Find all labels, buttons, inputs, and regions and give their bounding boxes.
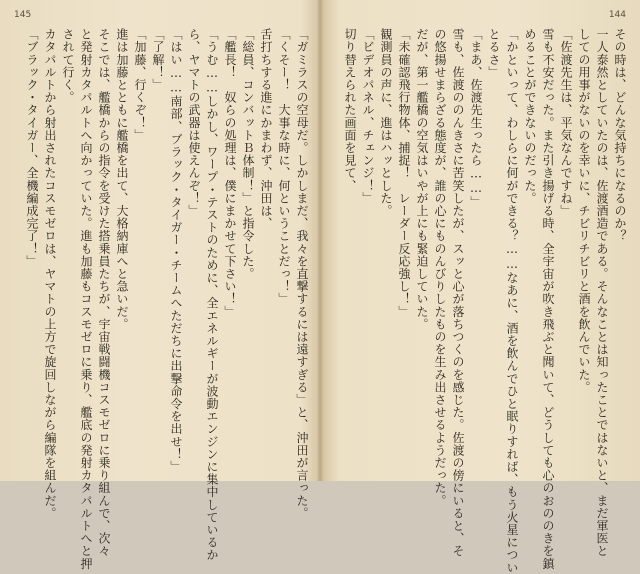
text-line: ら、ヤマトの武器は使えんぞ！」 [187,28,201,217]
left-text-column [8,28,309,570]
text-line: だが、第一艦橋の空気はいやが上にも緊迫していた。 [415,28,429,331]
text-line: 「ガミラスの空母だ。しかしまだ、我々を直撃するには遠すぎる」と、沖田が言った。 [295,28,309,520]
text-line: 「くそー！ 大事な時に、何ということだっ！」 [277,28,291,306]
left-page [0,0,320,570]
text-line: 「ブラック・タイガー、全機編成完了！」 [25,28,39,268]
text-line: 切り替えられた画面を見て、 [343,28,357,192]
right-text-column [326,28,627,574]
text-line: カタパルトから射出されたコスモゼロは、ヤマトの上方で旋回しながら編隊を組んだ。 [43,28,57,520]
text-line: 進は加藤とともに艦橋を出て、大格納庫へと急いだ。 [115,28,129,331]
text-line: しての用事がないのを幸いに、チビリチビリと酒を飲んでいた。 [577,28,591,394]
text-line: 「はい……南部、ブラック・タイガー・チームへただちに出撃命令を出せ！」 [169,28,183,473]
text-line: 「総員、コンバットＢ体制！」と指令した。 [241,28,255,280]
text-line: 「加藤、行くぞ！」 [133,28,147,142]
text-line: 「かといって、わしらに何ができる？……なあに、酒を飲んでひと眠りすれば、もう火星につい [505,28,519,574]
right-page [320,0,640,574]
text-line: 舌打ちする進にかまわず、沖田は、 [259,28,273,230]
text-line: と発射カタパルトへ向かっていた。進も加藤もコスモゼロに乗り、艦底の発射カタパルトへと押 [79,28,93,570]
text-line: 雪も、佐渡ののんきさに苦笑したが、スッと心が落ちつくのを感じた。佐渡の傍にいると、そ [451,28,465,558]
text-line: とるさ」 [487,28,501,79]
text-line: 「艦長！ 奴らの処理は、僕にまかせて下さい！」 [223,28,237,318]
page-number-right: 144 [608,10,626,20]
text-line: 雪も不安だった。また引き揚げる時、全宇宙が吹き飛ぶと聞いて、どうしても心のおののきを鎮 [541,28,555,570]
text-line: されて行く。 [61,28,75,104]
text-line: 観測員の声に、進はハッとした。 [379,28,393,217]
text-line: 「佐渡先生は、平気なんですね」 [559,28,573,217]
text-line: の悠揚せまらざる態度が、誰の心にものんびりしたものを生み出させるようだった。 [433,28,447,507]
page-number-left: 145 [14,10,32,20]
text-line: そこでは、艦橋からの指令を受けた搭乗員たちが、宇宙戦闘機コスモゼロに乗り組んで、次々 [97,28,111,558]
text-line: めることができないのだった。 [523,28,537,205]
text-line: 「未確認飛行物体、捕捉！ レーダー反応強し！」 [397,28,411,318]
text-line: 「まあ、佐渡先生ったら……」 [469,28,483,209]
text-line: 「うむ……しかし、ワープ・テストのために、全エネルギーが波動エンジンに集中しているか [205,28,219,562]
text-line: 「ビデオパネル、チェンジ！」 [361,28,375,205]
text-line: その時は、どんな気持ちになるのか？ [613,28,627,243]
text-line: 一人泰然としていたのは、佐渡酒造である。そんなことは知ったことではないと、まだ軍医と [595,28,609,558]
text-line: 「了解！」 [151,28,165,91]
